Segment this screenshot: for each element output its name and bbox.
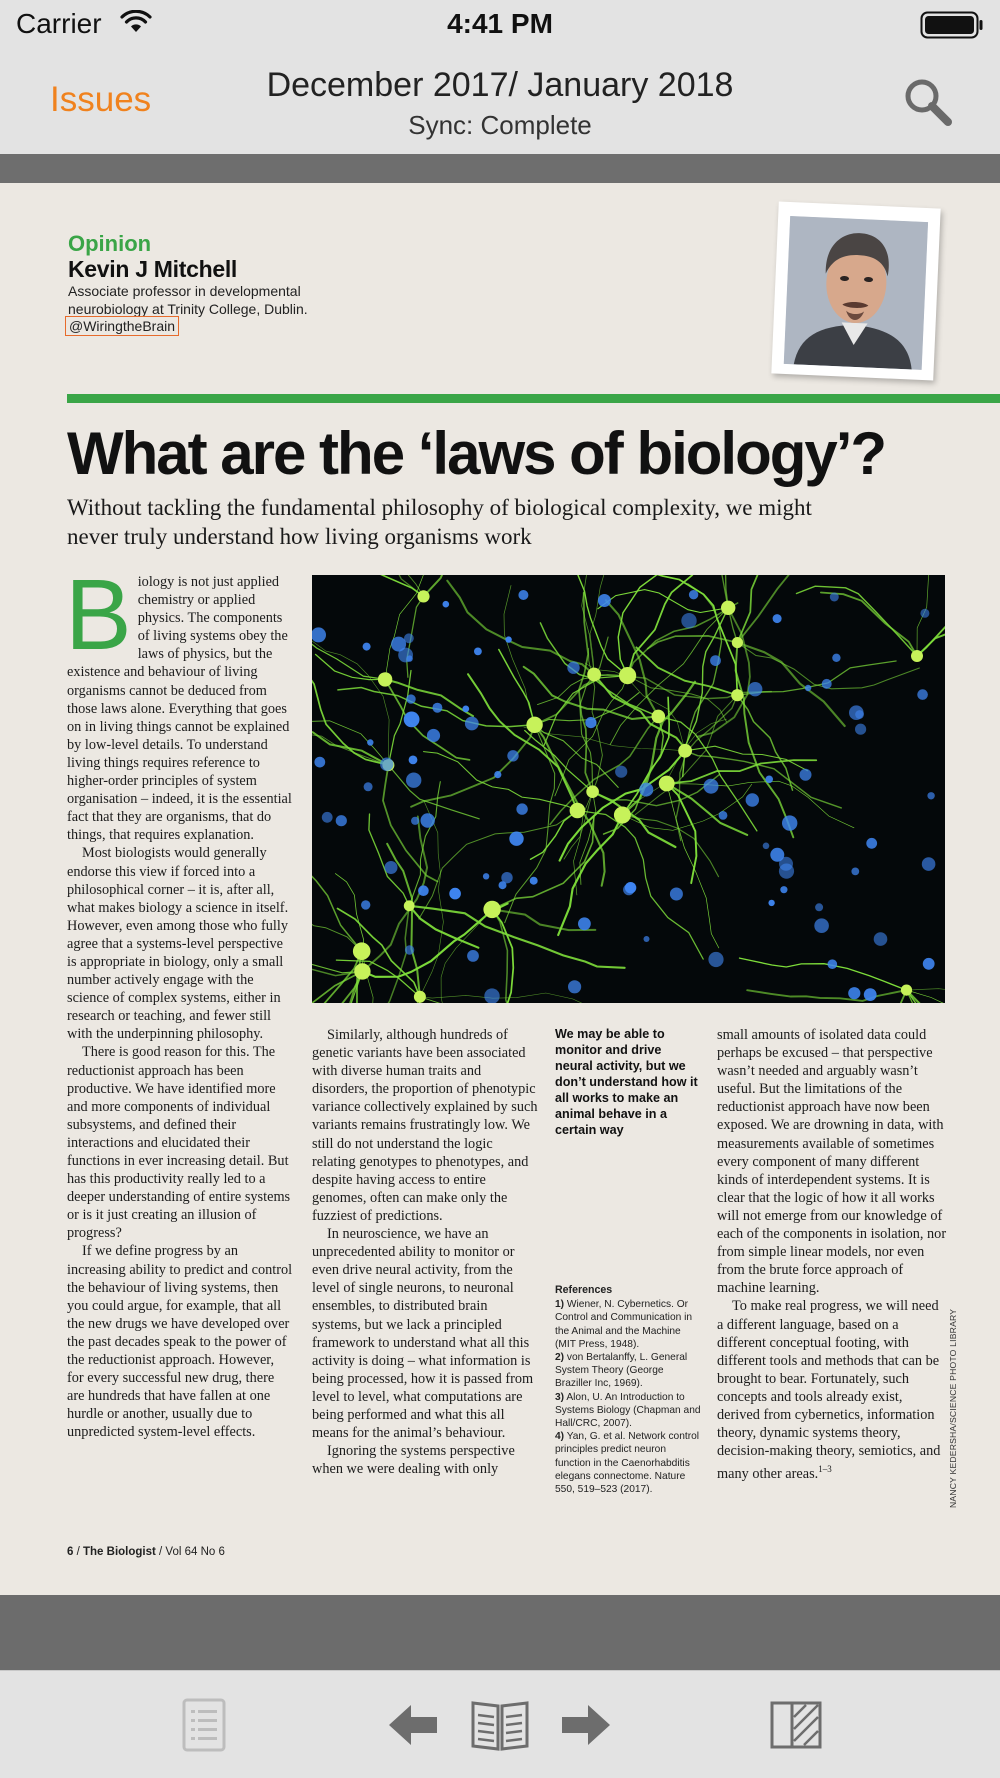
search-icon[interactable]	[900, 74, 956, 130]
section-rule	[67, 394, 1000, 403]
author-role: Associate professor in developmental neurobiology at Trinity College, Dublin.	[68, 283, 308, 317]
magazine-page[interactable]	[0, 183, 1000, 1595]
reference-item: 3) Alon, U. An Introduction to Systems Biology (Chapman and Hall/CRC, 2007).	[555, 1391, 701, 1430]
volume-info: / Vol 64 No 6	[159, 1546, 225, 1558]
status-bar	[0, 0, 1000, 50]
neuron-micrograph[interactable]	[312, 575, 945, 1003]
text-view-icon[interactable]	[768, 1697, 824, 1758]
battery-icon	[920, 11, 984, 44]
author-twitter-link[interactable]: @WiringtheBrain	[65, 316, 179, 336]
reference-item: 2) von Bertalanffy, L. General System Theory (George Braziller Inc, 1969).	[555, 1352, 688, 1390]
reference-item: 1) Wiener, N. Cybernetics. Or Control and Communication in the Animal and the Machine (MIT Press, 1948).	[555, 1299, 693, 1350]
drop-cap: B	[65, 559, 132, 671]
pull-quote: We may be able to monitor and drive neural activity, but we don’t understand how it all works to make an animal behave in a certain way	[555, 1027, 698, 1137]
page-number: 6	[67, 1546, 74, 1558]
paragraph: In neuroscience, we have an unprecedented ability to monitor or even drive neural activity, from the level of single neurons, to neuronal ensembles, to distributed brain systems, but we lack a principled framework to understand what all this activity is doing – what information is being processed, how it is passed from level to level, what computations are being performed and what this all means for the animal’s behaviour.	[312, 1226, 534, 1442]
references	[555, 1284, 701, 1496]
bottom-toolbar	[0, 1670, 1000, 1778]
article-column-1	[65, 559, 293, 1442]
next-page-icon[interactable]	[558, 1701, 614, 1754]
article-column-2	[312, 1026, 538, 1478]
paragraph: small amounts of isolated data could perhaps be excused – that perspective wasn’t needed and arguably wasn’t useful. But the limitations of the reductionist approach have now been exposed. We are drowning in data, with measurements available of sometimes every component of many different kinds of interdependent systems. It is clear that the logic of how it all works will not emerge from our knowledge of each of the components in isolation, nor from simple linear models, nor even from the brute force approach of machine learning.	[717, 1027, 947, 1297]
issues-back-button[interactable]: Issues	[50, 80, 152, 119]
page-margin-bottom	[0, 1595, 1000, 1670]
standfirst: Without tackling the fundamental philosophy of biological complexity, we might never truly understand how living organisms work	[67, 495, 812, 549]
paragraph: Biology is not just applied chemistry or applied physics. The components of living systems obey the laws of physics, but the existence and behaviour of living organisms cannot be deduced from those laws alone. Everything that goes on in living things cannot be explained by low-level details. To understand living things requires reference to higher-order principles of system organisation – indeed, it is the essential fact that they are organisms, that do things, that requires explanation.	[65, 559, 292, 844]
author-photo	[771, 202, 940, 381]
page-view-icon[interactable]	[470, 1697, 530, 1758]
section-label: Opinion	[68, 231, 152, 256]
folio: 6 / The Biologist / Vol 64 No 6	[67, 1546, 225, 1558]
publication-name: The Biologist	[83, 1546, 156, 1558]
paragraph: There is good reason for this. The reductionist approach has been productive. We have identified more and more components of individual subsystems, and defined their interactions and elucidated their functions in ever increasing detail. But has this productivity really led to a deeper understanding of entire systems or is it just creating an illusion of progress?	[67, 1044, 291, 1242]
paragraph: Similarly, although hundreds of genetic variants have been associated with diverse human traits and disorders, the proportion of phenotypic variance collectively explained by such variants remains frustratingly low. We still do not understand the logic relating genotypes to phenotypes, and despite having access to entire genomes, often can make only the fuzziest of predictions.	[312, 1027, 538, 1224]
headline: What are the ‘laws of biology’?	[67, 420, 886, 487]
article-column-4	[717, 1026, 947, 1483]
citation-superscript: 1–3	[818, 1464, 832, 1475]
status-time: 4:41 PM	[447, 8, 553, 39]
paragraph: Ignoring the systems perspective when we were dealing with only	[312, 1443, 515, 1478]
previous-page-icon[interactable]	[385, 1701, 441, 1754]
reference-item: 4) Yan, G. et al. Network control principles predict neuron function in the Caenorhabditis elegans connectome. Nature 550, 519–523 (2017).	[555, 1431, 700, 1496]
carrier-label: Carrier	[16, 8, 102, 39]
navigation-bar	[0, 50, 1000, 154]
paragraph: To make real progress, we will need a different language, based on a different conceptual footing, with different tools and methods that can be brought to bear. Fortunately, such concepts and tools already exist, derived from cybernetics, information theory, dynamic systems theory, decision-making theory, semiotics, and many other areas.$^{1-3}$	[717, 1298, 941, 1483]
issue-title: December 2017/ January 2018	[266, 66, 734, 104]
paragraph: If we define progress by an increasing ability to predict and control the behaviour of living systems, then you could argue, for example, that all the new drugs we have developed over the past decades speak to the power of the reductionist approach. However, for every successful new drug, there are hundreds that have fallen at one hurdle or another, usually due to unpredicted system-level effects.	[67, 1243, 293, 1441]
table-of-contents-icon[interactable]	[180, 1697, 228, 1758]
page-margin-top	[0, 154, 1000, 183]
photo-credit: NANCY KEDERSHA/SCIENCE PHOTO LIBRARY	[948, 1308, 958, 1508]
sync-status: Sync: Complete	[408, 110, 592, 140]
references-title: References	[555, 1284, 613, 1296]
author-name: Kevin J Mitchell	[68, 256, 238, 282]
paragraph: Most biologists would generally endorse this view if forced into a philosophical corner – it is, after all, what makes biology a science in itself. However, even among those who fully agree that a systems-level perspective is appropriate in biology, only a small number actively engage with the science of complex systems, either in research or teaching, and fewer still with the underpinning philosophy.	[67, 845, 289, 1043]
